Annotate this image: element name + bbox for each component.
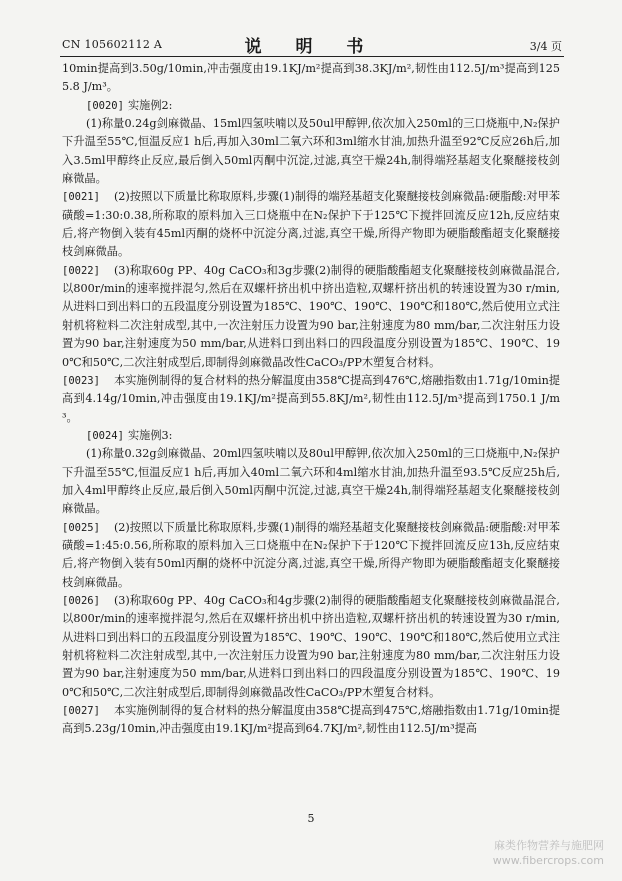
watermark-line-2: www.fibercrops.com: [492, 854, 604, 867]
page-indicator: 3/4 页: [529, 40, 562, 53]
paragraph: [62, 702, 560, 739]
page-header: [0, 30, 622, 56]
paragraph: [62, 97, 560, 115]
paragraph: [62, 60, 560, 97]
paragraph-number: [0021]: [62, 191, 100, 204]
publication-number: CN 105602112 A: [62, 38, 163, 51]
paragraph-text: 本实施例制得的复合材料的热分解温度由358℃提高到475℃,熔融指数由1.71g/10min提高到5.23g/10min,冲击强度由19.1KJ/m²提高到64.7KJ/m²,韧性由112.5J/m³提高: [62, 704, 560, 736]
paragraph: [62, 188, 560, 261]
paragraph-text: 实施例2:: [127, 98, 173, 112]
paragraph-number: [0022]: [62, 264, 100, 277]
paragraph: [62, 115, 560, 188]
page-number: 5: [307, 812, 315, 825]
paragraph-number: [0026]: [62, 594, 100, 607]
paragraph: [62, 372, 560, 427]
header-rule: [60, 56, 564, 57]
paragraph-number: [0023]: [62, 374, 100, 387]
paragraph-number: [0024]: [86, 429, 124, 442]
watermark: [493, 838, 604, 868]
paragraph-text: (3)称取60g PP、40g CaCO₃和3g步骤(2)制得的硬脂酸酯超支化聚醚接枝剑麻微晶混合,以800r/min的速率搅拌混匀,然后在双螺杆挤出机中挤出造粒,双螺杆挤出机的转速设置为30 r/min,从进料口到出料口的五段温度分别设置为185℃、190℃、190℃、190℃和180℃,然后使用立式注射机将粒料二次注射成型,其中,一次注射压力设置为90 bar,注射速度为80 mm/bar,二次注射压力设置为90 bar,注射速度为50 mm/bar,从进料口到出料口的四段温度分别设置为185℃、190℃、190℃和50℃,二次注射成型后,即制得剑麻微晶改性CaCO₃/PP木塑复合材料。: [62, 263, 560, 369]
paragraph-text: (2)按照以下质量比称取原料,步骤(1)制得的端羟基超支化聚醚接枝剑麻微晶:硬脂酸:对甲苯磺酸=1:45:0.56,所称取的原料加入三口烧瓶中在N₂保护下于120℃下搅拌回流反应13h,反应结束后,将产物倒入装有50ml丙酮的烧杯中沉淀分离,过滤,真空干燥,所得产物即为硬脂酸酯超支化聚醚接枝剑麻微晶。: [62, 520, 560, 589]
watermark-line-1: 麻类作物营养与施肥网: [494, 839, 604, 852]
paragraph: [62, 262, 560, 372]
paragraph: [62, 592, 560, 702]
paragraph: [62, 427, 560, 445]
paragraph-number: [0027]: [62, 705, 100, 718]
document-title: 说 明 书: [244, 37, 378, 57]
paragraph-number: [0020]: [86, 99, 124, 112]
paragraph-text: 10min提高到3.50g/10min,冲击强度由19.1KJ/m²提高到38.3KJ/m²,韧性由112.5J/m³提高到1255.8 J/m³。: [62, 62, 560, 94]
paragraph-text: 实施例3:: [127, 428, 173, 442]
document-body: [62, 60, 560, 739]
paragraph: [62, 519, 560, 592]
paragraph-text: (2)按照以下质量比称取原料,步骤(1)制得的端羟基超支化聚醚接枝剑麻微晶:硬脂酸:对甲苯磺酸=1:30:0.38,所称取的原料加入三口烧瓶中在N₂保护下于125℃下搅拌回流反应12h,反应结束后,将产物倒入装有45ml丙酮的烧杯中沉淀分离,过滤,真空干燥,所得产物即为硬脂酸酯超支化聚醚接枝剑麻微晶。: [62, 190, 560, 259]
paragraph-text: (1)称量0.24g剑麻微晶、15ml四氢呋喃以及50ul甲醇钾,依次加入250ml的三口烧瓶中,N₂保护下升温至55℃,恒温反应1 h后,再加入30ml二氧六环和3ml缩水甘油,加热升温至92℃反应26h后,加入3.5ml甲醇终止反应,最后倒入50ml丙酮中沉淀,过滤,真空干燥24h,制得端羟基超支化聚醚接枝剑麻微晶。: [62, 117, 560, 186]
paragraph: [62, 445, 560, 518]
paragraph-text: 本实施例制得的复合材料的热分解温度由358℃提高到476℃,熔融指数由1.71g/10min提高到4.14g/10min,冲击强度由19.1KJ/m²提高到55.8KJ/m²,韧性由112.5J/m³提高到1750.1 J/m³。: [62, 373, 560, 424]
paragraph-number: [0025]: [62, 521, 100, 534]
paragraph-text: (3)称取60g PP、40g CaCO₃和4g步骤(2)制得的硬脂酸酯超支化聚醚接枝剑麻微晶混合,以800r/min的速率搅拌混匀,然后在双螺杆挤出机中挤出造粒,双螺杆挤出机的转速设置为30 r/min,从进料口到出料口的五段温度分别设置为185℃、190℃、190℃、190℃和180℃,然后使用立式注射机将粒料二次注射成型,其中,一次注射压力设置为90 bar,注射速度为80 mm/bar,二次注射压力设置为90 bar,注射速度为50 mm/bar,从进料口到出料口的四段温度分别设置为185℃、190℃、190℃和50℃,二次注射成型后,即制得剑麻微晶改性CaCO₃/PP木塑复合材料。: [62, 593, 560, 699]
paragraph-text: (1)称量0.32g剑麻微晶、20ml四氢呋喃以及80ul甲醇钾,依次加入250ml的三口烧瓶中,N₂保护下升温至55℃,恒温反应1 h后,再加入40ml二氧六环和4ml缩水甘油,加热升温至93.5℃反应25h后,加入4ml甲醇终止反应,最后倒入50ml丙酮中沉淀,过滤,真空干燥24h,制得端羟基超支化聚醚接枝剑麻微晶。: [62, 447, 560, 516]
